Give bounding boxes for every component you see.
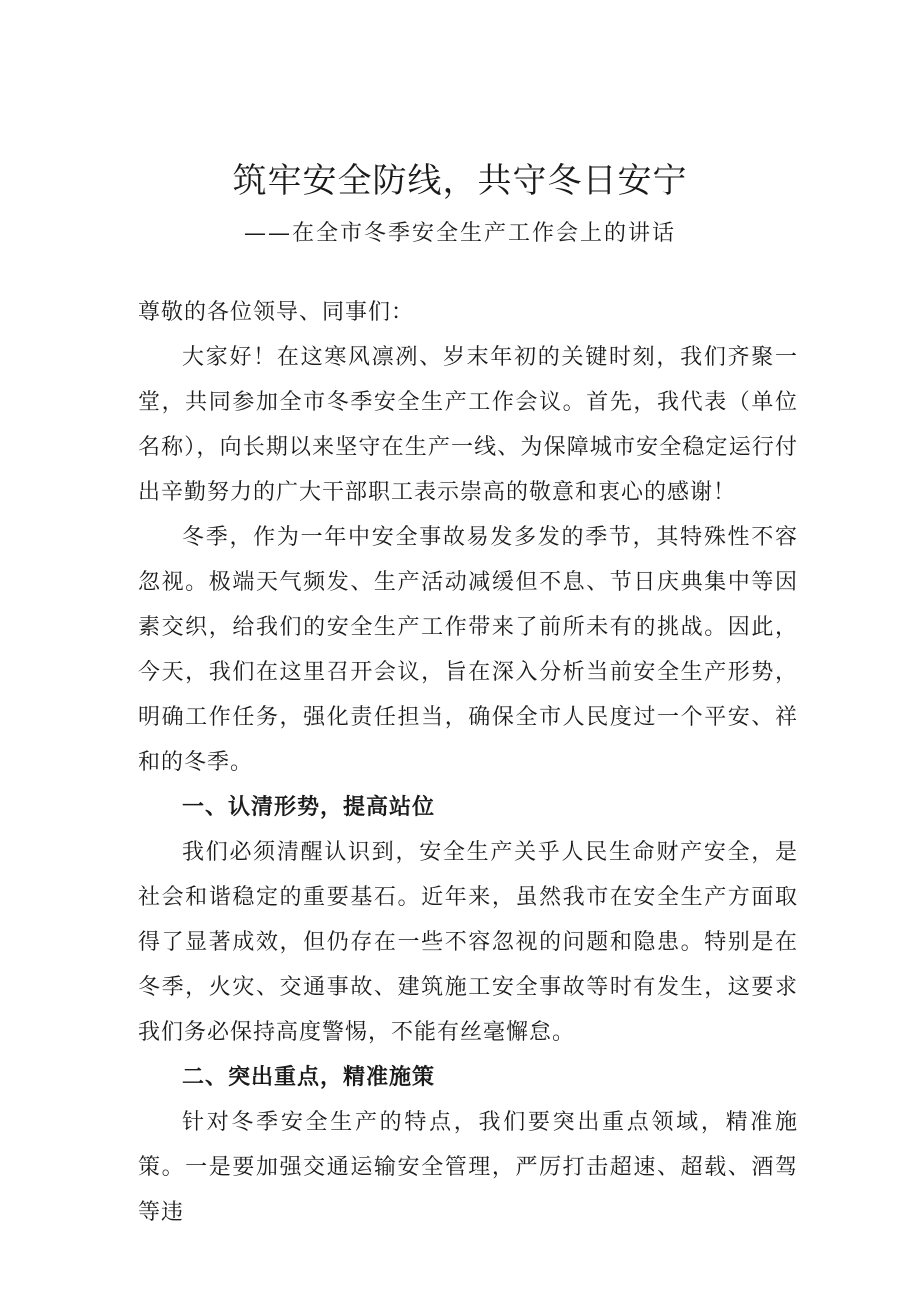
paragraph-situation: 我们必须清醒认识到，安全生产关乎人民生命财产安全，是社会和谐稳定的重要基石。近年来，虽然我市在安全生产方面取得了显著成效，但仍存在一些不容忽视的问题和隐患。特别是在冬季，火灾、交通事故、建筑施工安全事故等时有发生，这要求我们务必保持高度警惕，不能有丝毫懈怠。 — [138, 840, 798, 1045]
document-body — [138, 290, 798, 1235]
salutation: 尊敬的各位领导、同事们： — [138, 300, 415, 325]
paragraph-winter-challenges: 冬季，作为一年中安全事故易发多发的季节，其特殊性不容忽视。极端天气频发、生产活动减缓但不息、节日庆典集中等因素交织，给我们的安全生产工作带来了前所未有的挑战。因此，今天，我们在这里召开会议，旨在深入分析当前安全生产形势，明确工作任务，强化责任担当，确保全市人民度过一个平安、祥和的冬季。 — [138, 525, 798, 775]
document-subtitle: ——在全市冬季安全生产工作会上的讲话 — [243, 221, 676, 246]
paragraph-measures: 针对冬季安全生产的特点，我们要突出重点领域，精准施策。一是要加强交通运输安全管理，严厉打击超速、超载、酒驾等违 — [138, 1110, 798, 1225]
section-heading-situation: 一、认清形势，提高站位 — [182, 795, 436, 820]
paragraph-greeting: 大家好！在这寒风凛冽、岁末年初的关键时刻，我们齐聚一堂，共同参加全市冬季安全生产工作会议。首先，我代表（单位名称），向长期以来坚守在生产一线、为保障城市安全稳定运行付出辛勤努力的广大干部职工表示崇高的敬意和衷心的感谢！ — [138, 345, 798, 505]
document-title: 筑牢安全防线，共守冬日安宁 — [232, 161, 688, 201]
section-heading-measures: 二、突出重点，精准施策 — [182, 1065, 436, 1090]
